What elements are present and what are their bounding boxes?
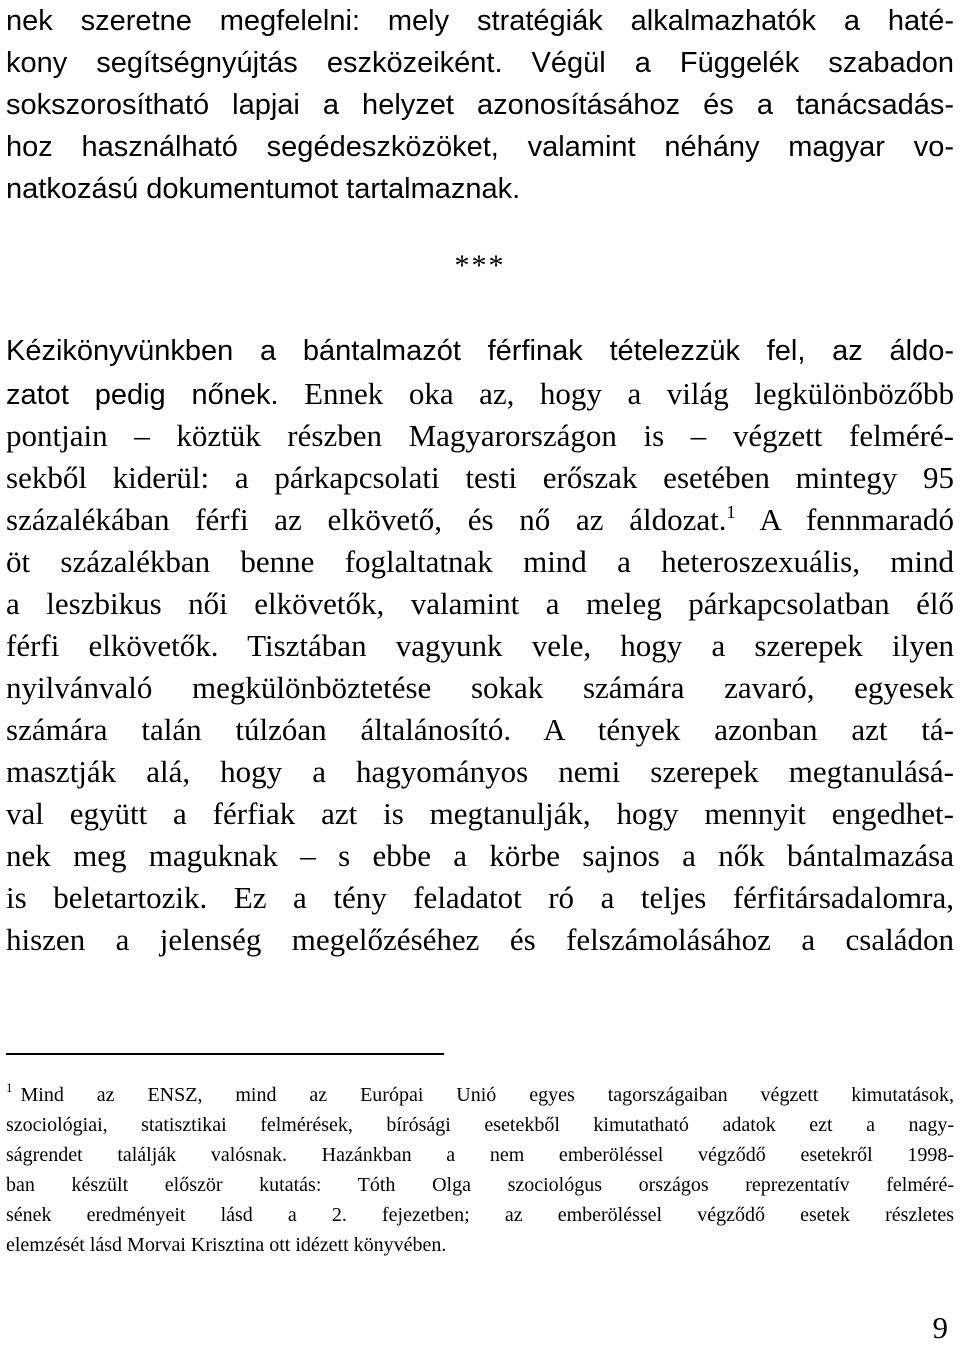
main-line-5-text: százalékában férfi az elkövető, és nő az áldozat. bbox=[6, 502, 727, 537]
footnote-line-1 bbox=[6, 1080, 954, 1110]
main-line-2-serif: Ennek oka az, hogy a világ legkülönbözőbb bbox=[304, 376, 954, 411]
main-line-14: is beletartozik. Ez a tény feladatot ró a teljes férfitársadalomra, bbox=[6, 880, 954, 915]
main-line-10: számára talán túlzóan általánosító. A tények azonban azt tá- bbox=[6, 712, 954, 747]
intro-line-5: natkozású dokumentumot tartalmaznak. bbox=[6, 173, 521, 205]
main-line-2 bbox=[6, 373, 954, 416]
intro-line-2: kony segítségnyújtás eszközeiként. Végül a Függelék szabadon bbox=[6, 47, 954, 79]
footnote-line-4: ban készült először kutatás: Tóth Olga szociológus országos reprezentatív felméré- bbox=[6, 1174, 954, 1196]
main-line-9: nyilvánvaló megkülönböztetése sokak számára zavaró, egyesek bbox=[6, 670, 954, 705]
main-line-5-tail: A fennmaradó bbox=[759, 502, 954, 537]
page-number: 9 bbox=[932, 1310, 948, 1345]
main-line-5 bbox=[6, 499, 954, 541]
main-line-2-sans: zatot pedig nőnek. bbox=[6, 379, 279, 411]
main-line-11: masztják alá, hogy a hagyományos nemi szerepek megtanulásá- bbox=[6, 754, 954, 789]
intro-line-3: sokszorosítható lapjai a helyzet azonosításához és a tanácsadás- bbox=[6, 89, 954, 121]
main-line-4: sekből kiderül: a párkapcsolati testi erőszak esetében mintegy 95 bbox=[6, 460, 954, 495]
main-line-8: férfi elkövetők. Tisztában vagyunk vele, hogy a szerepek ilyen bbox=[6, 628, 954, 663]
main-line-3: pontjain – köztük részben Magyarországon is – végzett felméré- bbox=[6, 418, 954, 453]
footnote-divider bbox=[6, 1053, 444, 1055]
footnote-line-6: elemzését lásd Morvai Krisztina ott idézett könyvében. bbox=[6, 1234, 447, 1256]
section-separator: *** bbox=[454, 249, 506, 282]
main-line-12: val együtt a férfiak azt is megtanulják, hogy mennyit engedhet- bbox=[6, 796, 954, 831]
main-line-1: Kézikönyvünkben a bántalmazót férfinak tételezzük fel, az áldo- bbox=[6, 335, 954, 367]
footnote-line-5: sének eredményeit lásd a 2. fejezetben; az emberöléssel végződő esetek részletes bbox=[6, 1204, 954, 1226]
footnote-reference: 1 bbox=[726, 502, 736, 522]
footnote-marker: 1 bbox=[6, 1080, 13, 1095]
main-line-6: öt százalékban benne foglaltatnak mind a heteroszexuális, mind bbox=[6, 544, 954, 579]
intro-line-1: nek szeretne megfelelni: mely stratégiák alkalmazhatók a haté- bbox=[6, 5, 954, 37]
footnote-line-3: ságrendet találják valósnak. Hazánkban a nem emberöléssel végződő esetekről 1998- bbox=[6, 1144, 954, 1166]
main-line-13: nek meg maguknak – s ebbe a körbe sajnos a nők bántalmazása bbox=[6, 838, 954, 873]
intro-line-4: hoz használható segédeszközöket, valamint néhány magyar vo- bbox=[6, 131, 954, 163]
main-line-15: hiszen a jelenség megelőzéséhez és felszámolásához a családon bbox=[6, 922, 954, 957]
footnote-line-2: szociológiai, statisztikai felmérések, bírósági esetekből kimutatható adatok ezt a nagy- bbox=[6, 1114, 954, 1136]
footnote-line-1-text: Mind az ENSZ, mind az Európai Unió egyes tagországaiban végzett kimutatások, bbox=[20, 1084, 954, 1106]
main-line-7: a leszbikus női elkövetők, valamint a meleg párkapcsolatban élő bbox=[6, 586, 954, 621]
